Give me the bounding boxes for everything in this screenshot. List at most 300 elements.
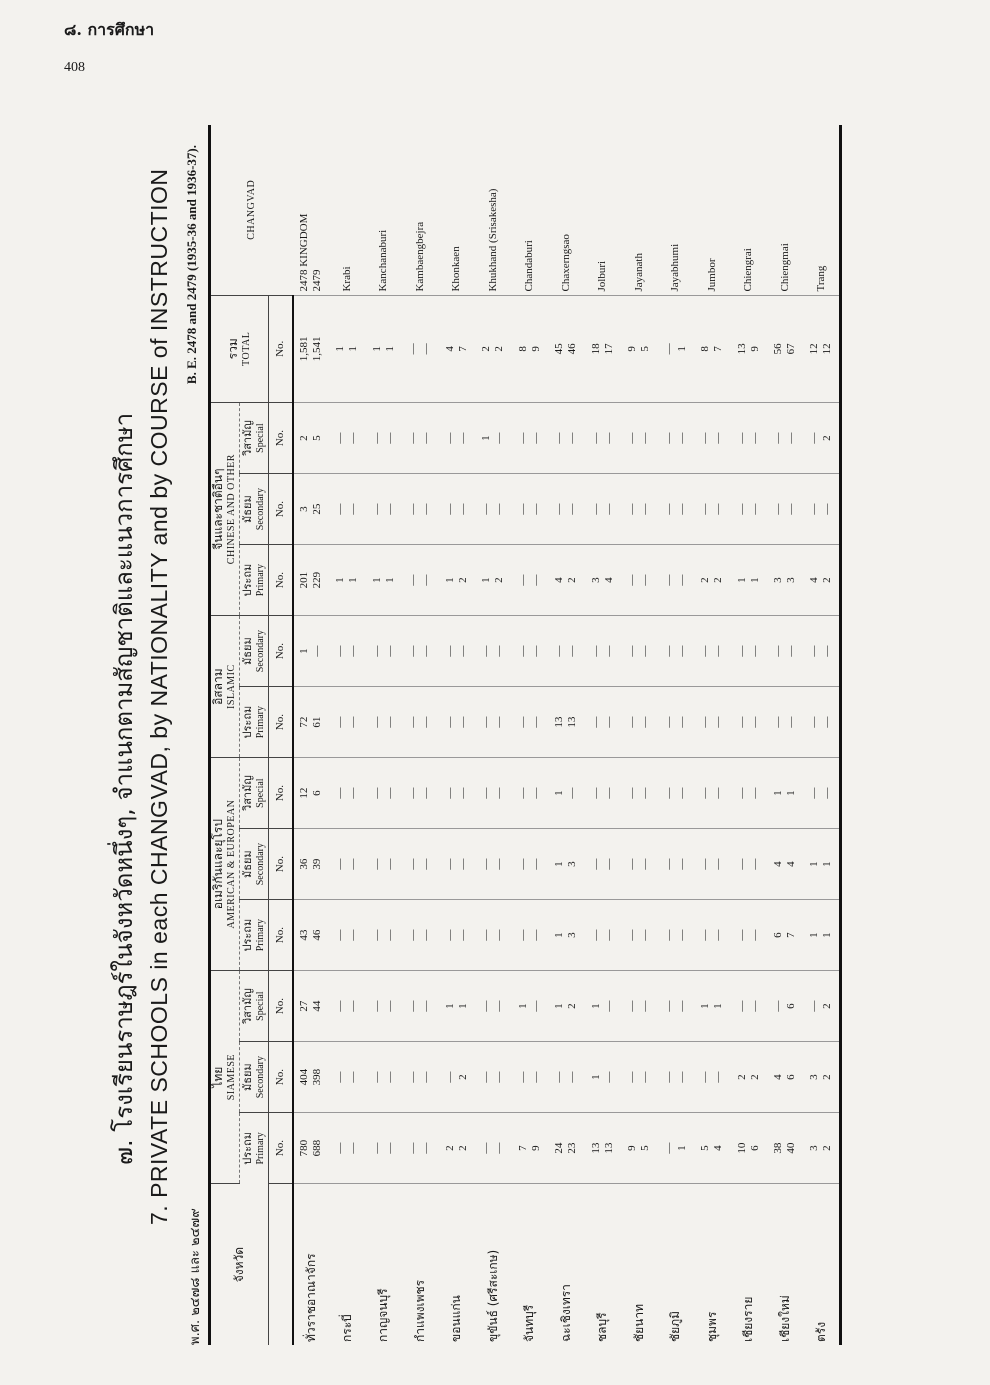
count-cell xyxy=(293,1042,330,1113)
value-2478: — xyxy=(735,1000,748,1012)
value-2479: — xyxy=(675,574,688,586)
value-2478: 8 xyxy=(699,346,712,352)
value-2478: — xyxy=(735,716,748,728)
count-cell xyxy=(658,295,695,403)
value-2478: — xyxy=(516,858,529,870)
value-2478: — xyxy=(407,574,420,586)
value-2478: 2 xyxy=(298,435,311,441)
chinese-other-header: จีนและชาติอื่นๆ CHINESE AND OTHER xyxy=(210,403,240,616)
value-2479: 9 xyxy=(529,1145,542,1151)
count-cell xyxy=(402,1042,439,1113)
value-2479: — xyxy=(675,787,688,799)
value-2478: — xyxy=(370,929,383,941)
value-2479: — xyxy=(602,1000,615,1012)
count-cell xyxy=(293,687,330,758)
value-2479: — xyxy=(639,716,652,728)
count-cell xyxy=(767,687,804,758)
value-2479: 5 xyxy=(311,435,324,441)
value-2478: — xyxy=(808,432,820,444)
count-cell xyxy=(329,829,366,900)
value-2479: — xyxy=(639,1071,652,1083)
count-cell xyxy=(439,403,476,474)
count-cell xyxy=(329,545,366,616)
changvad-name-thai: ทั่วราชอาณาจักร xyxy=(303,1253,318,1342)
value-2479: — xyxy=(383,858,396,870)
value-2479: — xyxy=(493,858,506,870)
changvad-name-english xyxy=(658,125,695,295)
changvad-name-thai: กาญจนบุรี xyxy=(376,1288,391,1342)
changvad-name-thai: ชัยภูมิ xyxy=(668,1311,683,1342)
value-2479: — xyxy=(748,929,761,941)
value-2479: — xyxy=(347,1142,360,1154)
count-cell xyxy=(475,403,512,474)
value-2479: — xyxy=(420,1142,433,1154)
table-row xyxy=(767,125,804,1345)
value-2479: — xyxy=(420,432,433,444)
count-cell xyxy=(658,829,695,900)
value-2479: — xyxy=(748,645,761,657)
value-2478: 2 xyxy=(699,577,712,583)
value-2478: — xyxy=(407,929,420,941)
count-cell xyxy=(329,971,366,1042)
value-2479: — xyxy=(383,1142,396,1154)
value-2478: 4 xyxy=(808,577,820,583)
value-2479: — xyxy=(383,1000,396,1012)
value-2478: — xyxy=(772,503,785,515)
changvad-en-label: Krabi xyxy=(340,266,353,292)
value-2478: 12 xyxy=(808,343,820,355)
value-2478: — xyxy=(443,645,456,657)
value-2478: 1 xyxy=(808,932,820,938)
value-2479: 5 xyxy=(639,346,652,352)
value-2478: 7 xyxy=(516,1145,529,1151)
count-cell xyxy=(804,295,841,403)
count-cell xyxy=(512,474,549,545)
count-cell xyxy=(548,403,585,474)
value-2479: — xyxy=(456,787,469,799)
value-2479: — xyxy=(748,787,761,799)
changvad-en-label: Kanchanaburi xyxy=(377,229,390,292)
value-2479: — xyxy=(420,343,433,355)
count-cell xyxy=(439,545,476,616)
count-cell xyxy=(439,829,476,900)
count-cell xyxy=(731,545,768,616)
value-2478: 6 xyxy=(772,932,785,938)
value-2478: 1 xyxy=(443,577,456,583)
value-2478: — xyxy=(407,716,420,728)
value-2479: — xyxy=(420,716,433,728)
count-cell xyxy=(658,616,695,687)
count-cell xyxy=(402,295,439,403)
value-2478: 72 xyxy=(298,716,311,728)
value-2479: 9 xyxy=(748,346,761,352)
value-2479: — xyxy=(383,432,396,444)
value-2478: — xyxy=(662,1000,675,1012)
value-2479: 13 xyxy=(602,1142,615,1154)
changvad-name-english xyxy=(512,125,549,295)
count-cell xyxy=(512,403,549,474)
count-cell xyxy=(731,687,768,758)
changvad-thai-header: จังหวัด xyxy=(231,1246,246,1283)
count-cell xyxy=(548,829,585,900)
count-cell xyxy=(731,971,768,1042)
value-2479: — xyxy=(675,716,688,728)
count-cell xyxy=(402,403,439,474)
unit-label: No. xyxy=(269,687,293,758)
count-cell xyxy=(402,900,439,971)
count-cell xyxy=(585,545,622,616)
value-2478: — xyxy=(808,787,820,799)
value-2478: — xyxy=(370,716,383,728)
value-2478: 1 xyxy=(553,861,566,867)
value-2479: 2 xyxy=(566,577,579,583)
value-2478: — xyxy=(735,858,748,870)
changvad-en-label: Chandaburi xyxy=(523,240,536,292)
value-2479: 688 xyxy=(311,1139,324,1157)
count-cell xyxy=(475,687,512,758)
era-thai: พ.ศ. ๒๔๗๘ และ ๒๔๗๙ xyxy=(188,1208,203,1345)
value-2478: 2 xyxy=(443,1145,456,1151)
changvad-name-english xyxy=(402,125,439,295)
count-cell xyxy=(293,1113,330,1184)
value-2478: 9 xyxy=(626,1145,639,1151)
value-2478: 8 xyxy=(516,346,529,352)
changvad-name-thai: กำแพงเพชร xyxy=(412,1279,427,1342)
value-2479: — xyxy=(821,716,833,728)
value-2479: 2 xyxy=(821,1074,833,1080)
value-2478: 4 xyxy=(443,346,456,352)
count-cell xyxy=(366,403,403,474)
value-2478: 1 xyxy=(480,577,493,583)
value-2479: 3 xyxy=(785,577,798,583)
value-2479: 3 xyxy=(566,932,579,938)
value-2478: — xyxy=(480,503,493,515)
count-cell xyxy=(731,403,768,474)
value-2478: — xyxy=(443,858,456,870)
value-2479: 1 xyxy=(347,346,360,352)
count-cell xyxy=(767,403,804,474)
count-cell xyxy=(694,758,731,829)
value-2478: — xyxy=(626,645,639,657)
table-row xyxy=(621,125,658,1345)
value-2479: — xyxy=(639,858,652,870)
value-2479: — xyxy=(712,1071,725,1083)
count-cell xyxy=(512,900,549,971)
count-cell xyxy=(366,900,403,971)
value-2479: 398 xyxy=(311,1068,324,1086)
value-2479: — xyxy=(675,645,688,657)
value-2479: — xyxy=(347,929,360,941)
american-primary-header: ประถม Primary xyxy=(240,900,269,971)
value-2479: — xyxy=(821,503,833,515)
value-2478: — xyxy=(516,929,529,941)
value-2478: — xyxy=(516,1071,529,1083)
count-cell xyxy=(512,971,549,1042)
count-cell xyxy=(512,829,549,900)
table-row xyxy=(658,125,695,1345)
american-european-header: อเมริกันและยุโรป AMERICAN & EUROPEAN xyxy=(210,758,240,971)
value-2479: 1 xyxy=(748,577,761,583)
value-2479: — xyxy=(748,858,761,870)
count-cell xyxy=(366,1042,403,1113)
changvad-name-english xyxy=(804,125,841,295)
value-2479: — xyxy=(420,645,433,657)
value-2478: 780 xyxy=(298,1139,311,1157)
value-2478: 1 xyxy=(516,1003,529,1009)
count-cell xyxy=(804,758,841,829)
value-2479: — xyxy=(566,432,579,444)
value-2478: — xyxy=(772,645,785,657)
title-english: 7. PRIVATE SCHOOLS in each CHANGVAD, by NATIONALITY and by COURSE of INSTRUCTION xyxy=(146,168,172,1225)
value-2478: — xyxy=(735,503,748,515)
value-2479: — xyxy=(493,1000,506,1012)
value-2478: 1 xyxy=(334,346,347,352)
value-2479: — xyxy=(785,432,798,444)
count-cell xyxy=(475,829,512,900)
value-2479: — xyxy=(383,716,396,728)
table-row xyxy=(293,125,330,1345)
value-2479: 40 xyxy=(785,1142,798,1154)
value-2479: 5 xyxy=(639,1145,652,1151)
value-2478: 201 xyxy=(298,571,311,589)
changvad-en-label: Khukhand (Srisakesha) xyxy=(486,188,499,292)
value-2479: — xyxy=(712,858,725,870)
count-cell xyxy=(767,900,804,971)
changvad-name-english xyxy=(475,125,512,295)
value-2479: — xyxy=(383,1071,396,1083)
count-cell xyxy=(402,1113,439,1184)
count-cell xyxy=(439,295,476,403)
count-cell xyxy=(366,829,403,900)
changvad-name-thai: ชัยนาท xyxy=(631,1303,646,1342)
value-2478: — xyxy=(553,503,566,515)
value-2479: 2 xyxy=(566,1003,579,1009)
value-2478: — xyxy=(407,1142,420,1154)
count-cell xyxy=(329,616,366,687)
value-2478: — xyxy=(443,1071,456,1083)
value-2478: — xyxy=(626,716,639,728)
value-2479: — xyxy=(347,716,360,728)
value-2478: — xyxy=(662,1071,675,1083)
count-cell xyxy=(293,616,330,687)
count-cell xyxy=(439,971,476,1042)
value-2479: — xyxy=(602,929,615,941)
siamese-secondary-header: มัธยม Secondary xyxy=(240,1042,269,1113)
value-2479: 3 xyxy=(566,861,579,867)
value-2478: — xyxy=(626,858,639,870)
value-2478: — xyxy=(699,432,712,444)
count-cell xyxy=(621,900,658,971)
table-row xyxy=(366,125,403,1345)
count-cell xyxy=(767,616,804,687)
count-cell xyxy=(694,295,731,403)
value-2479: — xyxy=(420,1071,433,1083)
value-2479: — xyxy=(712,645,725,657)
count-cell xyxy=(475,1042,512,1113)
count-cell xyxy=(475,545,512,616)
changvad-en-label: Chaxerngsao xyxy=(559,234,572,292)
value-2479: — xyxy=(420,503,433,515)
value-2479: — xyxy=(602,645,615,657)
changvad-en-label: Chiengrai xyxy=(742,248,755,292)
value-2478: 18 xyxy=(589,343,602,355)
value-2479: — xyxy=(529,432,542,444)
count-cell xyxy=(804,687,841,758)
value-2478: 1 xyxy=(589,1074,602,1080)
value-2478: — xyxy=(370,1142,383,1154)
value-2478: — xyxy=(407,432,420,444)
value-2479: — xyxy=(712,503,725,515)
count-cell xyxy=(731,295,768,403)
value-2479: — xyxy=(785,503,798,515)
value-2478: — xyxy=(553,432,566,444)
value-2478: — xyxy=(662,858,675,870)
value-2479: — xyxy=(420,787,433,799)
changvad-name-english xyxy=(293,125,330,295)
value-2479: — xyxy=(639,503,652,515)
changvad-name-english xyxy=(366,125,403,295)
header-row-groups xyxy=(210,125,240,1345)
count-cell xyxy=(767,971,804,1042)
count-cell xyxy=(329,1113,366,1184)
table-row xyxy=(731,125,768,1345)
value-2478: — xyxy=(516,432,529,444)
count-cell xyxy=(329,758,366,829)
value-2479: — xyxy=(347,645,360,657)
count-cell xyxy=(475,295,512,403)
count-cell xyxy=(621,545,658,616)
count-cell xyxy=(329,687,366,758)
count-cell xyxy=(548,295,585,403)
value-2478: — xyxy=(370,1071,383,1083)
count-cell xyxy=(621,758,658,829)
value-2479: — xyxy=(748,432,761,444)
value-2478: — xyxy=(443,929,456,941)
value-2479: — xyxy=(639,787,652,799)
value-2478: 36 xyxy=(298,858,311,870)
count-cell xyxy=(293,758,330,829)
value-2479: 7 xyxy=(785,932,798,938)
value-2479: 6 xyxy=(748,1145,761,1151)
value-2478: 12 xyxy=(298,787,311,799)
changvad-name-thai: จันทบุรี xyxy=(522,1304,537,1342)
value-2478: — xyxy=(407,858,420,870)
value-2479: 2 xyxy=(456,1074,469,1080)
table-row xyxy=(475,125,512,1345)
count-cell xyxy=(512,295,549,403)
changvad-name-thai: ชุมพร xyxy=(704,1311,719,1342)
american-secondary-header: มัธยม Secondary xyxy=(240,829,269,900)
value-2479: — xyxy=(675,1071,688,1083)
table-body xyxy=(293,125,841,1345)
value-2479: 2 xyxy=(821,435,833,441)
value-2478: 2 xyxy=(480,346,493,352)
count-cell xyxy=(585,687,622,758)
value-2478: — xyxy=(626,787,639,799)
value-2478: — xyxy=(334,1071,347,1083)
value-2478: — xyxy=(808,503,820,515)
chinese-primary-header: ประถม Primary xyxy=(240,545,269,616)
value-2478: — xyxy=(370,1000,383,1012)
value-2478: — xyxy=(699,787,712,799)
value-2479: 7 xyxy=(712,346,725,352)
unit-label: No. xyxy=(269,545,293,616)
count-cell xyxy=(329,295,366,403)
changvad-en-header: CHANGVAD xyxy=(210,125,293,295)
value-2479: — xyxy=(420,574,433,586)
value-2478: 1 xyxy=(370,577,383,583)
value-2479: — xyxy=(529,503,542,515)
value-2478: — xyxy=(626,432,639,444)
value-2478: 1 xyxy=(443,1003,456,1009)
value-2479: — xyxy=(456,929,469,941)
rotated-table-page xyxy=(100,125,905,1345)
value-2478: 3 xyxy=(772,577,785,583)
changvad-name-thai: ชลบุรี xyxy=(595,1312,610,1342)
value-2479: 23 xyxy=(566,1142,579,1154)
value-2479: — xyxy=(456,645,469,657)
count-cell xyxy=(621,474,658,545)
count-cell xyxy=(439,900,476,971)
value-2479: — xyxy=(675,858,688,870)
value-2479: — xyxy=(420,929,433,941)
value-2478: 3 xyxy=(589,577,602,583)
value-2478: — xyxy=(589,929,602,941)
count-cell xyxy=(767,1113,804,1184)
count-cell xyxy=(366,971,403,1042)
value-2478: 1 xyxy=(298,648,311,654)
count-cell xyxy=(293,829,330,900)
value-2479: — xyxy=(566,787,579,799)
value-2478: — xyxy=(772,432,785,444)
value-2478: — xyxy=(443,503,456,515)
value-2478: — xyxy=(334,716,347,728)
islamic-primary-header: ประถม Primary xyxy=(240,687,269,758)
count-cell xyxy=(731,829,768,900)
value-2479: — xyxy=(602,858,615,870)
value-2478: — xyxy=(516,787,529,799)
count-cell xyxy=(329,1042,366,1113)
value-2479: — xyxy=(383,787,396,799)
value-2479: 12 xyxy=(821,343,833,355)
value-2479: 67 xyxy=(785,343,798,355)
count-cell xyxy=(548,616,585,687)
value-2479: 1 xyxy=(456,1003,469,1009)
value-2479: — xyxy=(785,716,798,728)
value-2478: 2 xyxy=(735,1074,748,1080)
value-2479: 6 xyxy=(785,1003,798,1009)
count-cell xyxy=(402,616,439,687)
count-cell xyxy=(658,971,695,1042)
count-cell xyxy=(585,616,622,687)
header-row-units xyxy=(269,125,293,1345)
total-header: รวม TOTAL xyxy=(210,295,269,403)
value-2479: — xyxy=(456,503,469,515)
unit-label: No. xyxy=(269,474,293,545)
changvad-name-english xyxy=(548,125,585,295)
value-2478: — xyxy=(662,929,675,941)
changvad-en-label: Jayabhumi xyxy=(669,243,682,292)
value-2479: — xyxy=(383,503,396,515)
siamese-header: ไทย SIAMESE xyxy=(210,971,240,1184)
value-2479: 4 xyxy=(712,1145,725,1151)
count-cell xyxy=(767,545,804,616)
value-2478: 10 xyxy=(735,1142,748,1154)
count-cell xyxy=(585,829,622,900)
table-row xyxy=(804,125,841,1345)
count-cell xyxy=(767,474,804,545)
value-2478: 1 xyxy=(553,790,566,796)
